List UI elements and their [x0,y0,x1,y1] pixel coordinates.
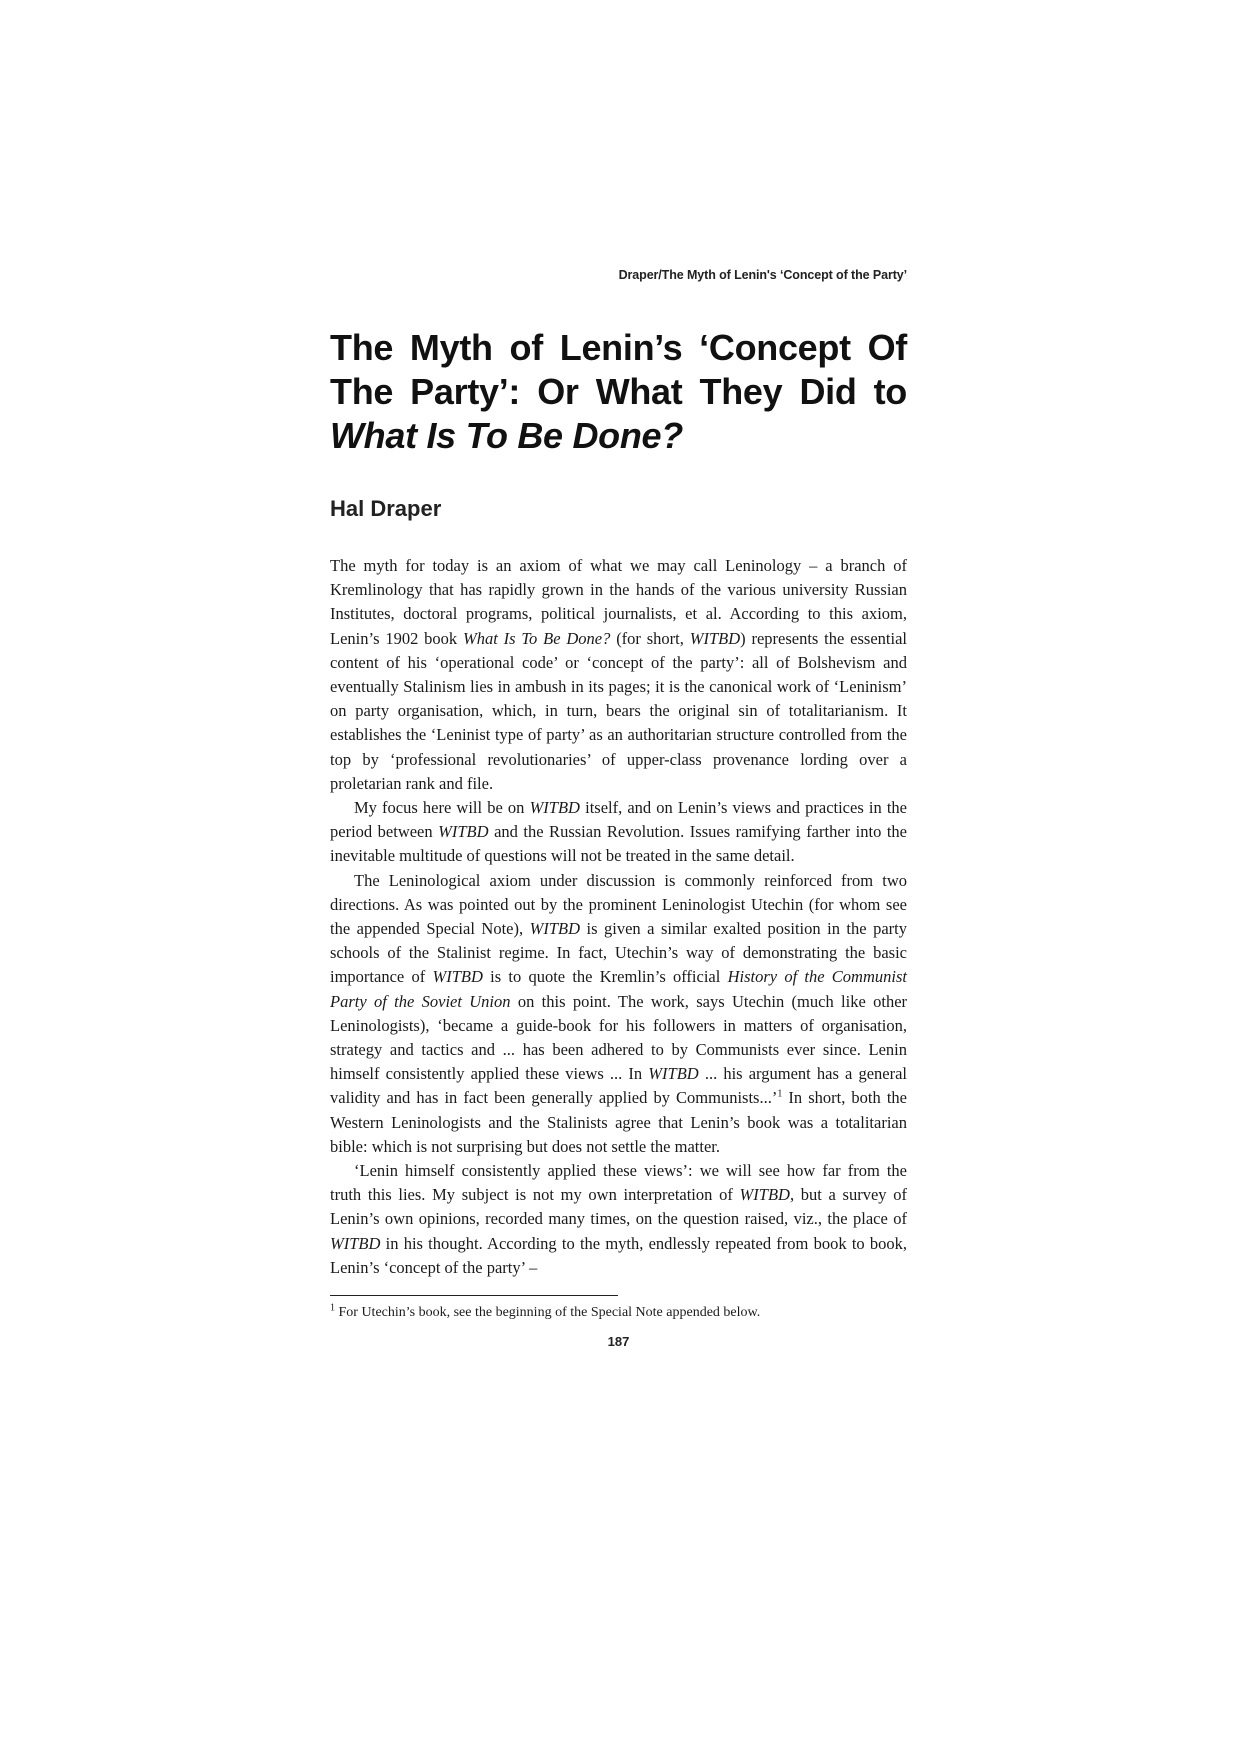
running-header: Draper/The Myth of Lenin's ‘Concept of the Party’ [618,268,907,282]
paragraph: The myth for today is an axiom of what we may call Leninology – a branch of Kremlinology that has rapidly grown in the hands of the various university Russian Institutes, doctoral programs, political journalists, et al. According to this axiom, Lenin’s 1902 book What Is To Be Done? (for short, WITBD) represents the essential content of his ‘operational code’ or ‘concept of the party’: all of Bolshevism and eventually Stalinism lies in ambush in its pages; it is the canonical work of ‘Leninism’ on party organisation, which, in turn, bears the original sin of totalitarianism. It establishes the ‘Leninist type of party’ as an authoritarian structure controlled from the top by ‘professional revolutionaries’ of upper-class provenance lording over a proletarian rank and file. [330,556,907,793]
footnote-divider [330,1295,618,1296]
title-line-1: The Myth of Lenin’s ‘Concept Of [330,327,907,368]
italic-text: History of the Communist Party of the Soviet Union [330,967,907,1011]
italic-text: WITBD [648,1064,699,1084]
italic-text: WITBD [689,628,741,648]
paragraph: ‘Lenin himself consistently applied these views’: we will see how far from the truth this lies. My subject is not my own interpretation of WITBD, but a survey of Lenin’s own opinions, recorded many times, on the question raised, viz., the place of WITBD in his thought. According to the myth, endlessly repeated from book to book, Lenin’s ‘concept of the party’ – [330,1161,907,1277]
italic-text: What Is To Be Done? [462,628,611,648]
paragraph: The Leninological axiom under discussion is commonly reinforced from two directions. As was pointed out by the prominent Leninologist Utechin (for whom see the appended Special Note), WITBD is given a similar exalted position in the party schools of the Stalinist regime. In fact, Utechin’s way of demonstrating the basic importance of WITBD is to quote the Kremlin’s official History of the Communist Party of the Soviet Union on this point. The work, says Utechin (much like other Leninologists), ‘became a guide-book for his followers in matters of organisation, strategy and tactics and ... has been adhered to by Communists ever since. Lenin himself consistently applied these views ... In WITBD ... his argument has a general validity and has in fact been generally applied by Communists...’$^1$ In short, both the Western Leninologists and the Stalinists agree that Lenin’s book was a totalitarian bible: which is not surprising but does not settle the matter. [330,870,908,1156]
title-line-3: What Is To Be Done? [330,415,683,456]
paragraph: My focus here will be on WITBD itself, and on Lenin’s views and practices in the period between WITBD and the Russian Revolution. Issues ramifying farther into the inevitable multitude of questions will not be treated in the same detail. [330,798,907,866]
author-name: Hal Draper [330,496,442,521]
footnote-reference: 1 [777,1088,783,1100]
title-line-2: The Party’: Or What They Did to [330,371,907,412]
page-content [330,268,907,1349]
footnote-marker: 1 [330,1302,335,1314]
italic-text: WITBD [432,967,483,987]
italic-text: WITBD [529,919,581,939]
italic-text: WITBD [529,798,580,818]
italic-text: WITBD [330,1233,381,1253]
article-title [330,326,907,458]
italic-text: WITBD [739,1185,790,1205]
footnote-text: For Utechin’s book, see the beginning of the Special Note appended below. [335,1305,761,1321]
body-text [330,554,907,1280]
page-number: 187 [607,1334,630,1350]
italic-text: WITBD [438,822,489,842]
footnote [330,1304,907,1322]
